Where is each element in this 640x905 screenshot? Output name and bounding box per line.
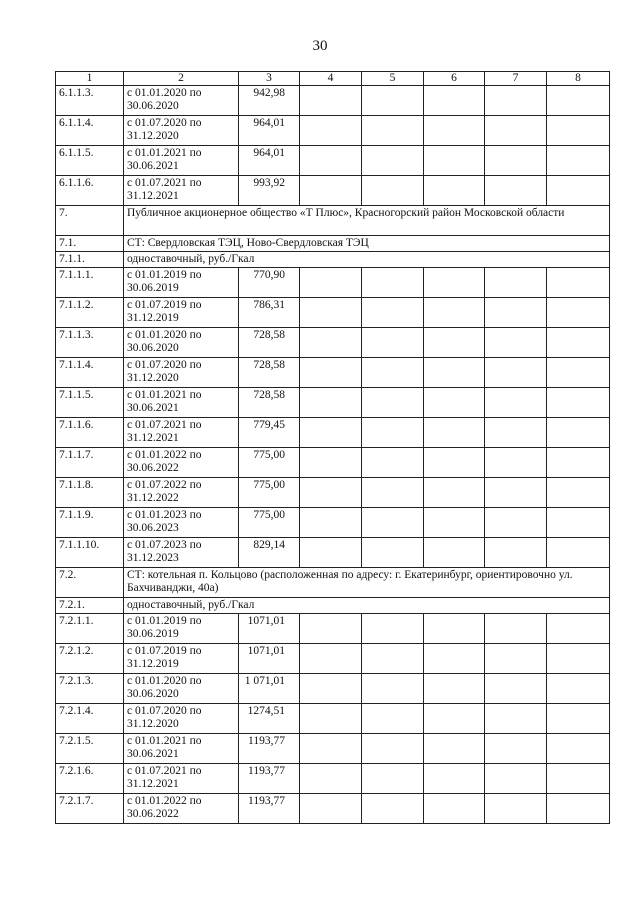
- row-code: 7.2.1.7.: [56, 794, 124, 824]
- empty-cell: [485, 448, 547, 478]
- empty-cell: [424, 86, 485, 116]
- empty-cell: [300, 116, 362, 146]
- table-row: [56, 508, 610, 538]
- empty-cell: [424, 448, 485, 478]
- row-code: 7.2.1.1.: [56, 614, 124, 644]
- row-code: 7.2.1.6.: [56, 764, 124, 794]
- empty-cell: [424, 388, 485, 418]
- empty-cell: [547, 794, 610, 824]
- row-value: 775,00: [239, 508, 300, 538]
- header-cell: 8: [547, 72, 610, 86]
- header-cell: 7: [485, 72, 547, 86]
- tariff-table: [55, 71, 610, 824]
- empty-cell: [362, 328, 424, 358]
- row-code: 7.1.: [56, 236, 124, 252]
- row-code: 7.1.1.8.: [56, 478, 124, 508]
- empty-cell: [547, 116, 610, 146]
- empty-cell: [547, 268, 610, 298]
- row-value: 728,58: [239, 328, 300, 358]
- empty-cell: [485, 116, 547, 146]
- empty-cell: [424, 176, 485, 206]
- table-row: [56, 794, 610, 824]
- empty-cell: [424, 644, 485, 674]
- row-code: 7.1.1.7.: [56, 448, 124, 478]
- empty-cell: [424, 418, 485, 448]
- empty-cell: [547, 764, 610, 794]
- table-row: [56, 704, 610, 734]
- empty-cell: [362, 388, 424, 418]
- empty-cell: [485, 146, 547, 176]
- row-period: с 01.01.2021 по 30.06.2021: [124, 734, 239, 764]
- row-value: 1071,01: [239, 644, 300, 674]
- row-period: с 01.07.2021 по 31.12.2021: [124, 176, 239, 206]
- row-section-title: СТ: Свердловская ТЭЦ, Ново-Свердловская ТЭЦ: [124, 236, 610, 252]
- row-code: 7.1.1.2.: [56, 298, 124, 328]
- table-row: [56, 388, 610, 418]
- table-row: [56, 86, 610, 116]
- empty-cell: [300, 508, 362, 538]
- row-value: 829,14: [239, 538, 300, 568]
- empty-cell: [424, 298, 485, 328]
- empty-cell: [424, 146, 485, 176]
- empty-cell: [485, 478, 547, 508]
- row-period: с 01.07.2020 по 31.12.2020: [124, 704, 239, 734]
- page-number: 30: [312, 38, 328, 54]
- empty-cell: [424, 508, 485, 538]
- row-value: 942,98: [239, 86, 300, 116]
- empty-cell: [362, 508, 424, 538]
- empty-cell: [300, 644, 362, 674]
- empty-cell: [485, 764, 547, 794]
- row-code: 7.2.1.3.: [56, 674, 124, 704]
- empty-cell: [362, 176, 424, 206]
- table-row: [56, 644, 610, 674]
- empty-cell: [362, 734, 424, 764]
- empty-cell: [547, 328, 610, 358]
- table-row: [56, 146, 610, 176]
- empty-cell: [300, 478, 362, 508]
- empty-cell: [362, 538, 424, 568]
- table-row: [56, 252, 610, 268]
- header-cell: 5: [362, 72, 424, 86]
- row-code: 7.1.1.: [56, 252, 124, 268]
- row-code: 7.1.1.9.: [56, 508, 124, 538]
- table-row: [56, 478, 610, 508]
- empty-cell: [300, 538, 362, 568]
- row-period: с 01.01.2019 по 30.06.2019: [124, 268, 239, 298]
- row-value: 775,00: [239, 448, 300, 478]
- empty-cell: [485, 674, 547, 704]
- row-code: 7.2.1.2.: [56, 644, 124, 674]
- empty-cell: [362, 448, 424, 478]
- row-code: 7.1.1.4.: [56, 358, 124, 388]
- empty-cell: [362, 478, 424, 508]
- empty-cell: [362, 116, 424, 146]
- row-value: 786,31: [239, 298, 300, 328]
- header-cell: 1: [56, 72, 124, 86]
- header-cell: 4: [300, 72, 362, 86]
- row-period: с 01.07.2022 по 31.12.2022: [124, 478, 239, 508]
- row-value: 1193,77: [239, 734, 300, 764]
- empty-cell: [300, 268, 362, 298]
- empty-cell: [547, 448, 610, 478]
- empty-cell: [300, 358, 362, 388]
- empty-cell: [547, 478, 610, 508]
- empty-cell: [424, 794, 485, 824]
- empty-cell: [547, 614, 610, 644]
- empty-cell: [300, 764, 362, 794]
- empty-cell: [485, 704, 547, 734]
- row-value: 1274,51: [239, 704, 300, 734]
- row-code: 6.1.1.6.: [56, 176, 124, 206]
- empty-cell: [485, 268, 547, 298]
- empty-cell: [547, 734, 610, 764]
- empty-cell: [300, 734, 362, 764]
- header-cell: 3: [239, 72, 300, 86]
- table-row: [56, 176, 610, 206]
- empty-cell: [362, 86, 424, 116]
- table-row: [56, 598, 610, 614]
- row-value: 728,58: [239, 388, 300, 418]
- empty-cell: [300, 176, 362, 206]
- row-period: с 01.01.2023 по 30.06.2023: [124, 508, 239, 538]
- empty-cell: [362, 644, 424, 674]
- empty-cell: [362, 358, 424, 388]
- table-row: [56, 206, 610, 236]
- row-section-title: одноставочный, руб./Гкал: [124, 252, 610, 268]
- row-section-title: СТ: котельная п. Кольцово (расположенная по адресу: г. Екатеринбург, ориентировочно ул. Бахчиванджи, 40а): [124, 568, 610, 598]
- empty-cell: [300, 298, 362, 328]
- empty-cell: [485, 794, 547, 824]
- row-period: с 01.01.2020 по 30.06.2020: [124, 328, 239, 358]
- table-row: [56, 328, 610, 358]
- empty-cell: [424, 116, 485, 146]
- row-period: с 01.01.2022 по 30.06.2022: [124, 448, 239, 478]
- empty-cell: [424, 764, 485, 794]
- empty-cell: [424, 538, 485, 568]
- row-period: с 01.01.2021 по 30.06.2021: [124, 146, 239, 176]
- empty-cell: [424, 614, 485, 644]
- empty-cell: [485, 328, 547, 358]
- empty-cell: [362, 268, 424, 298]
- empty-cell: [300, 418, 362, 448]
- header-row: [56, 72, 610, 86]
- empty-cell: [547, 538, 610, 568]
- row-value: 775,00: [239, 478, 300, 508]
- row-code: 7.1.1.1.: [56, 268, 124, 298]
- row-code: 6.1.1.5.: [56, 146, 124, 176]
- row-period: с 01.01.2020 по 30.06.2020: [124, 86, 239, 116]
- empty-cell: [424, 328, 485, 358]
- empty-cell: [547, 358, 610, 388]
- table-row: [56, 614, 610, 644]
- row-value: 964,01: [239, 146, 300, 176]
- row-code: 7.1.1.10.: [56, 538, 124, 568]
- empty-cell: [547, 146, 610, 176]
- row-code: 7.2.: [56, 568, 124, 598]
- empty-cell: [424, 268, 485, 298]
- row-period: с 01.07.2019 по 31.12.2019: [124, 644, 239, 674]
- empty-cell: [424, 704, 485, 734]
- empty-cell: [485, 298, 547, 328]
- row-value: 779,45: [239, 418, 300, 448]
- table-row: [56, 268, 610, 298]
- row-period: с 01.07.2020 по 31.12.2020: [124, 116, 239, 146]
- row-period: с 01.01.2020 по 30.06.2020: [124, 674, 239, 704]
- empty-cell: [485, 644, 547, 674]
- empty-cell: [547, 298, 610, 328]
- empty-cell: [547, 388, 610, 418]
- empty-cell: [300, 704, 362, 734]
- row-code: 7.1.1.6.: [56, 418, 124, 448]
- empty-cell: [300, 614, 362, 644]
- table-row: [56, 734, 610, 764]
- row-period: с 01.07.2020 по 31.12.2020: [124, 358, 239, 388]
- row-value: 1193,77: [239, 764, 300, 794]
- empty-cell: [547, 644, 610, 674]
- table-row: [56, 568, 610, 598]
- empty-cell: [362, 146, 424, 176]
- empty-cell: [300, 794, 362, 824]
- empty-cell: [547, 674, 610, 704]
- row-code: 7.2.1.4.: [56, 704, 124, 734]
- empty-cell: [300, 146, 362, 176]
- empty-cell: [547, 704, 610, 734]
- row-period: с 01.01.2019 по 30.06.2019: [124, 614, 239, 644]
- empty-cell: [300, 328, 362, 358]
- row-value: 993,92: [239, 176, 300, 206]
- empty-cell: [424, 734, 485, 764]
- table-row: [56, 448, 610, 478]
- row-period: с 01.07.2021 по 31.12.2021: [124, 764, 239, 794]
- header-cell: 2: [124, 72, 239, 86]
- empty-cell: [362, 674, 424, 704]
- row-value: 964,01: [239, 116, 300, 146]
- row-value: 1 071,01: [239, 674, 300, 704]
- empty-cell: [485, 734, 547, 764]
- empty-cell: [485, 86, 547, 116]
- table-row: [56, 538, 610, 568]
- empty-cell: [424, 358, 485, 388]
- empty-cell: [547, 508, 610, 538]
- row-section-title: одноставочный, руб./Гкал: [124, 598, 610, 614]
- empty-cell: [362, 764, 424, 794]
- table-body: [56, 72, 610, 824]
- row-value: 1193,77: [239, 794, 300, 824]
- empty-cell: [300, 448, 362, 478]
- row-period: с 01.07.2023 по 31.12.2023: [124, 538, 239, 568]
- header-cell: 6: [424, 72, 485, 86]
- empty-cell: [485, 538, 547, 568]
- empty-cell: [547, 176, 610, 206]
- table-row: [56, 298, 610, 328]
- table-row: [56, 358, 610, 388]
- empty-cell: [362, 704, 424, 734]
- empty-cell: [362, 614, 424, 644]
- empty-cell: [300, 86, 362, 116]
- empty-cell: [485, 176, 547, 206]
- empty-cell: [485, 358, 547, 388]
- row-code: 7.2.1.: [56, 598, 124, 614]
- empty-cell: [424, 674, 485, 704]
- empty-cell: [362, 298, 424, 328]
- empty-cell: [362, 794, 424, 824]
- row-code: 6.1.1.4.: [56, 116, 124, 146]
- empty-cell: [300, 388, 362, 418]
- empty-cell: [362, 418, 424, 448]
- row-period: с 01.01.2021 по 30.06.2021: [124, 388, 239, 418]
- row-code: 7.1.1.3.: [56, 328, 124, 358]
- empty-cell: [547, 418, 610, 448]
- table-row: [56, 236, 610, 252]
- table-row: [56, 116, 610, 146]
- table-row: [56, 764, 610, 794]
- table-row: [56, 418, 610, 448]
- row-value: 1071,01: [239, 614, 300, 644]
- empty-cell: [485, 418, 547, 448]
- row-period: с 01.01.2022 по 30.06.2022: [124, 794, 239, 824]
- row-code: 7.1.1.5.: [56, 388, 124, 418]
- empty-cell: [485, 508, 547, 538]
- empty-cell: [485, 614, 547, 644]
- empty-cell: [424, 478, 485, 508]
- row-section-title: Публичное акционерное общество «Т Плюс», Красногорский район Московской области: [124, 206, 610, 236]
- row-period: с 01.07.2019 по 31.12.2019: [124, 298, 239, 328]
- row-code: 7.: [56, 206, 124, 236]
- row-value: 770,90: [239, 268, 300, 298]
- empty-cell: [485, 388, 547, 418]
- empty-cell: [300, 674, 362, 704]
- row-code: 6.1.1.3.: [56, 86, 124, 116]
- row-value: 728,58: [239, 358, 300, 388]
- empty-cell: [547, 86, 610, 116]
- table-row: [56, 674, 610, 704]
- row-code: 7.2.1.5.: [56, 734, 124, 764]
- row-period: с 01.07.2021 по 31.12.2021: [124, 418, 239, 448]
